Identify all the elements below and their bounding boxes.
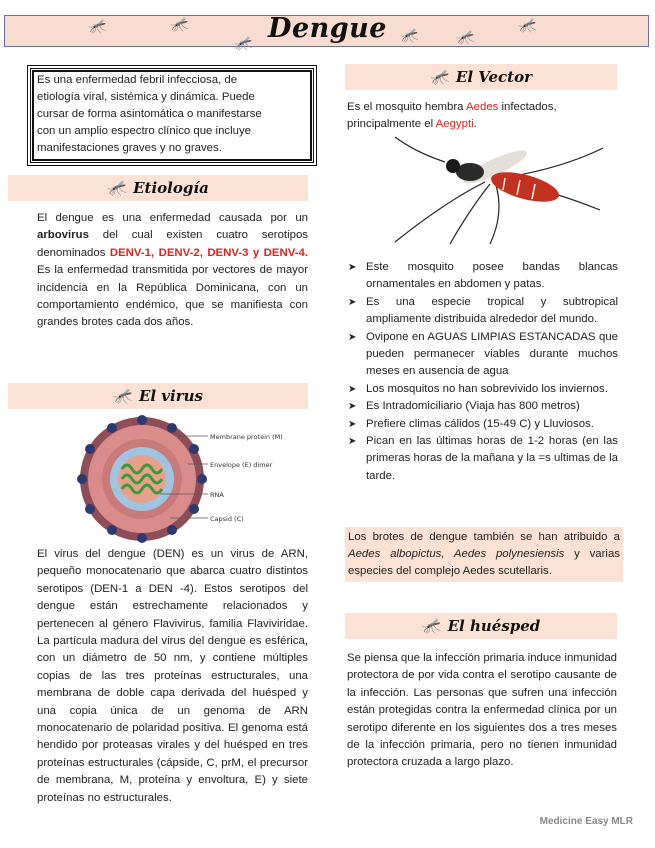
mosquito-icon: 🦟 (107, 178, 128, 197)
aegypti-term: Aegypti (435, 118, 474, 131)
bullet-text: Los mosquitos no han sobrevivido los inviernos. (366, 382, 608, 395)
bullet-text: Pican en las últimas horas de 1-2 horas (en las primeras horas de la mañana y la =s ultimas de la tarde. (366, 435, 618, 482)
definition-box (27, 65, 317, 166)
vector-note-2: y varias especies del complejo Aedes scutellaris. (348, 548, 620, 577)
vector-note (345, 527, 623, 582)
definition-line: con un amplio espectro clínico que incluye (37, 125, 252, 137)
etiologia-text (37, 210, 308, 332)
etiologia-heading-label: Etiología (133, 179, 209, 197)
etiologia-text-1: El dengue es una enfermedad causada por un (37, 212, 308, 224)
label-membrane-protein: Membrane protein (M) (210, 433, 283, 441)
mosquito-icon: 🦟 (113, 386, 133, 405)
virus-diagram (60, 414, 310, 544)
vector-intro-2: infectados, principalmente el (347, 101, 557, 131)
definition-line: manifestaciones graves y no graves. (37, 142, 222, 154)
mosquito-icon: 🦟 (170, 15, 189, 33)
page-title: Dengue (268, 13, 387, 44)
label-envelope-dimer: Envelope (E) dimer (210, 461, 273, 469)
virus-heading (8, 383, 308, 409)
arrowhead-icon: ➤ (348, 296, 357, 308)
bullet-text: Es Intradomiciliario (Viaja has 800 metros) (366, 400, 580, 413)
list-item (348, 381, 618, 398)
serotypes-list: DENV-1, DENV-2, DENV-3 y DENV-4. (109, 246, 308, 259)
bullet-text: Ovipone en AGUAS LIMPIAS ESTANCADAS que pueden permanecer viables durante muchos meses en ausencia de agua (366, 330, 618, 378)
list-item (348, 294, 618, 329)
arrowhead-icon: ➤ (348, 401, 357, 413)
vector-intro-3: . (473, 118, 477, 131)
mosquito-icon: 🦟 (421, 616, 442, 635)
footer-credit: Medicine Easy MLR (539, 816, 633, 827)
huesped-text: Se piensa que la infección primaria induce inmunidad protectora de por vida contra el serotipo causante de la infección. Las personas que sufren una infección están protegidas contra la enfermedad clínica por un serotipo diferente en los siguientes dos a tres meses de la infección primaria, pero no tienen inmunidad protectora cruzada a largo plazo. (347, 652, 617, 769)
arrowhead-icon: ➤ (348, 331, 357, 343)
mosquito-icon: 🦟 (456, 28, 475, 46)
bullet-text: Este mosquito posee bandas blancas ornamentales en abdomen y patas. (366, 261, 618, 291)
label-rna: RNA (210, 491, 224, 499)
mosquito-icon: 🦟 (234, 34, 253, 52)
vector-note-species: Aedes albopictus, Aedes polynesiensis (348, 548, 565, 560)
arrowhead-icon: ➤ (348, 383, 357, 395)
vector-note-1: Los brotes de dengue también se han atribuido a (348, 531, 620, 543)
huesped-heading (345, 613, 617, 639)
arbovirus-term: arbovirus (37, 229, 89, 242)
huesped-heading-label: El huésped (447, 617, 541, 635)
vector-heading (345, 64, 617, 90)
list-item (348, 259, 618, 294)
list-item (348, 329, 618, 381)
vector-bullets (348, 259, 618, 485)
etiologia-text-3: Es la enfermedad transmitida por vectores de mayor incidencia en la República Dominicana, con un comportamiento endémico, que se manifiesta con grandes brotes cada dos años. (37, 264, 308, 329)
mosquito-icon: 🦟 (400, 26, 419, 44)
etiologia-text-2: del cual existen cuatro serotipos denominados (37, 229, 308, 259)
list-item (348, 416, 618, 433)
mosquito-icon: 🦟 (518, 16, 537, 34)
bullet-text: Es una especie tropical y subtropical ampliamente distribuida alrededor del mundo. (366, 295, 618, 326)
virus-text: El virus del dengue (DEN) es un virus de ARN, pequeño monocatenario que abarca cuatro distintos serotipos (DEN-1 a DEN -4). Estos serotipos del dengue están estrechamente relacionados y pertenecen al género Flavivirus, familia Flaviviridae. La partícula madura del virus del dengue es esférica, con un diámetro de 50 nm, y contiene múltiples copias de las tres proteínas estructurales, una membrana de doble capa derivada del huésped y una copia única de un genoma de ARN monocatenario de polaridad positiva. El genoma está hendido por proteasas virales y del huésped en tres proteínas estructurales (cápside, C, prM, el precursor de membrana, M, proteína y envoltura, E) y siete proteínas no estructurales. (37, 548, 308, 804)
mosquito-icon: 🦟 (88, 17, 107, 35)
mosquito-icon: 🦟 (429, 67, 450, 86)
list-item (348, 433, 618, 485)
arrowhead-icon: ➤ (348, 436, 357, 448)
definition-line: cursar de forma asintomática o manifestarse (37, 108, 262, 120)
etiologia-heading (8, 175, 308, 201)
mosquito-illustration (375, 132, 615, 247)
aedes-term: Aedes (466, 101, 499, 113)
label-capsid: Capsid (C) (210, 515, 244, 523)
vector-intro-1: Es el mosquito hembra (347, 101, 464, 113)
virion-illustration (77, 415, 207, 543)
definition-line: Es una enfermedad febril infecciosa, de (37, 74, 238, 86)
vector-intro (347, 99, 617, 134)
virus-heading-label: El virus (138, 387, 203, 405)
list-item (348, 398, 618, 415)
arrowhead-icon: ➤ (348, 418, 357, 430)
definition-line: etiología viral, sistémica y dinámica. Puede (37, 91, 255, 103)
vector-heading-label: El Vector (455, 68, 533, 86)
arrowhead-icon: ➤ (348, 262, 357, 273)
bullet-text: Prefiere climas cálidos (15-49 C) y Lluviosos. (366, 417, 594, 430)
